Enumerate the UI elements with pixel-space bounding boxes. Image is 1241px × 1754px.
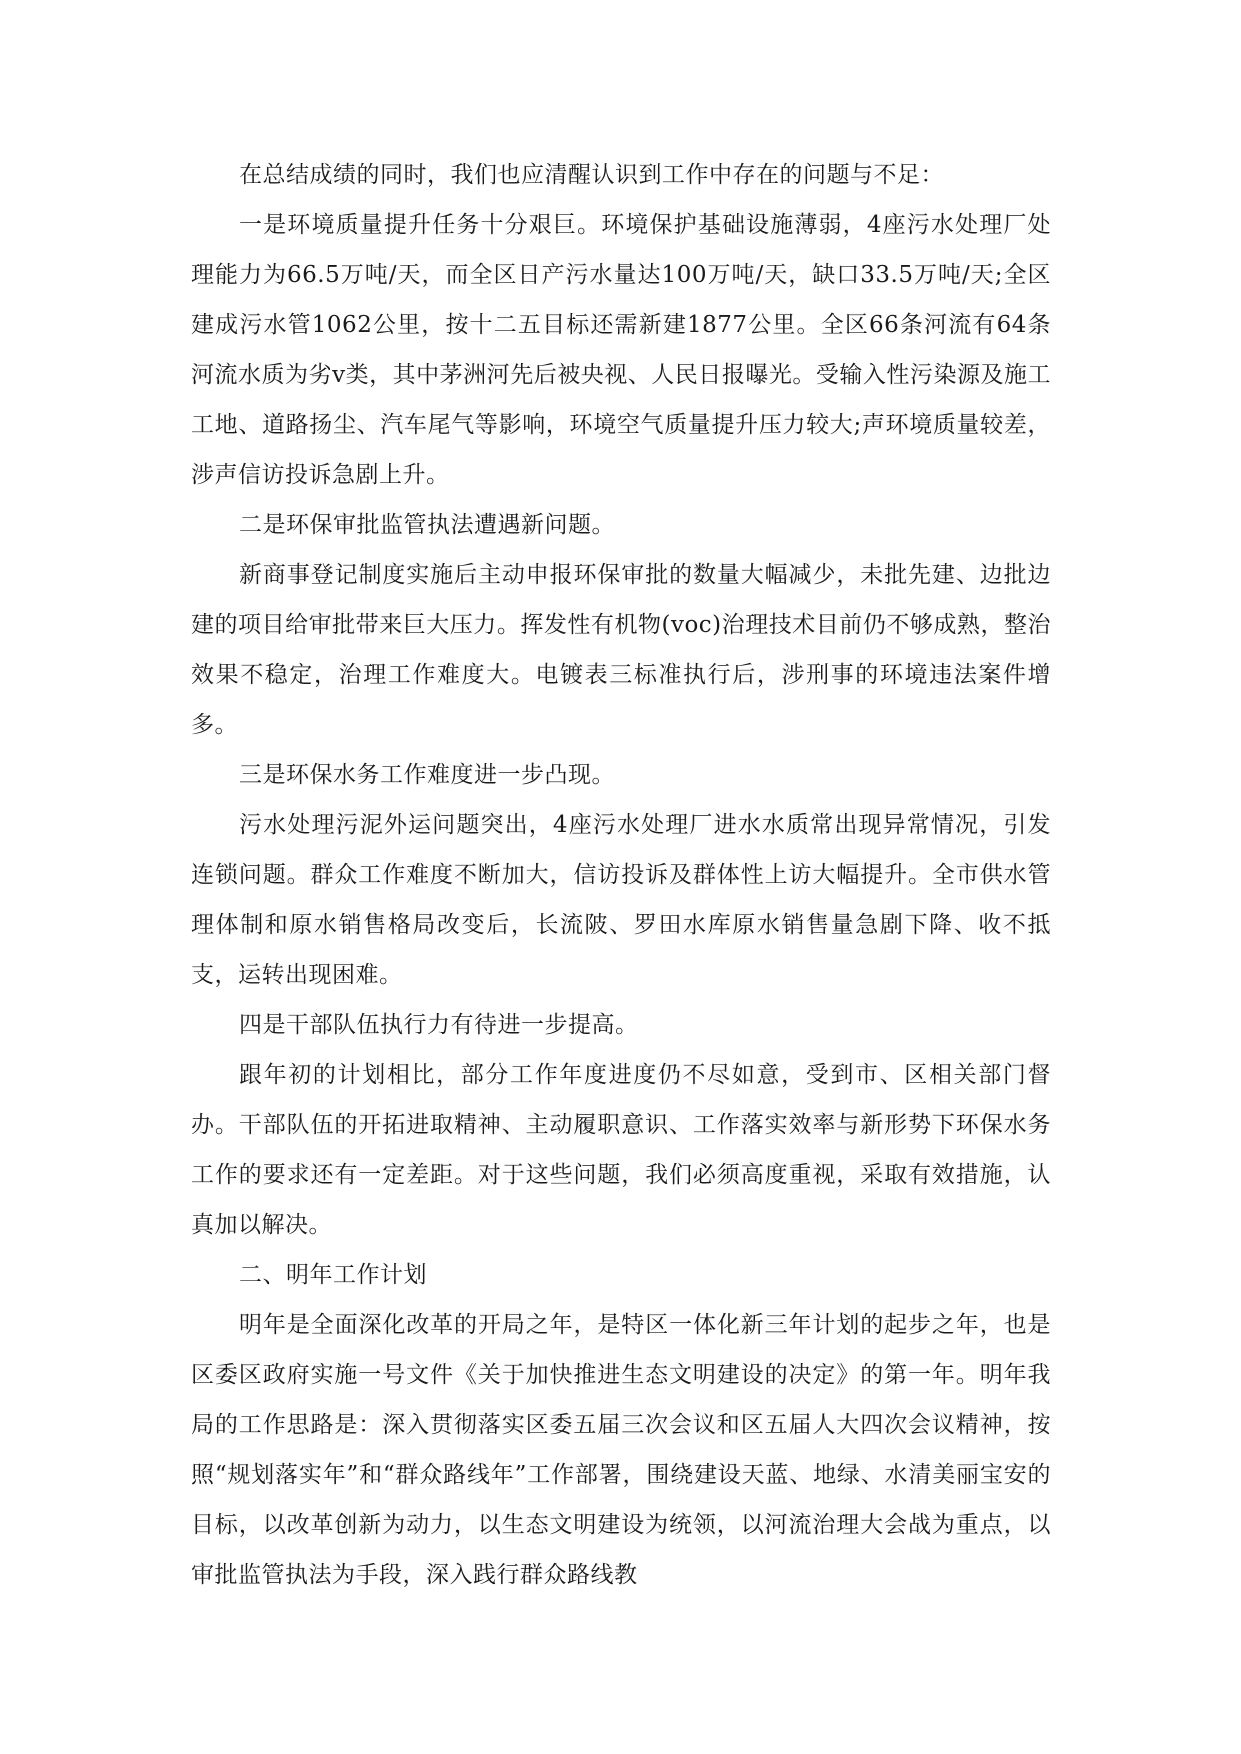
paragraph-heading-issue-2: 二是环保审批监管执法遭遇新问题。	[239, 512, 615, 538]
paragraph-intro: 在总结成绩的同时，我们也应清醒认识到工作中存在的问题与不足：	[239, 162, 944, 188]
paragraph-issue-2: 新商事登记制度实施后主动申报环保审批的数量大幅减少，未批先建、边批边建的项目给审批带来巨大压力。挥发性有机物(voc)治理技术目前仍不够成熟，整治效果不稳定，治理工作难度大。电镀表三标准执行后，涉刑事的环境违法案件增多。	[191, 562, 1051, 738]
paragraph-issue-3: 污水处理污泥外运问题突出，4座污水处理厂进水水质常出现异常情况，引发连锁问题。群众工作难度不断加大，信访投诉及群体性上访大幅提升。全市供水管理体制和原水销售格局改变后，长流陂、罗田水库原水销售量急剧下降、收不抵支，运转出现困难。	[191, 812, 1051, 988]
paragraph-heading-issue-3: 三是环保水务工作难度进一步凸现。	[239, 762, 615, 788]
paragraph-issue-1: 一是环境质量提升任务十分艰巨。环境保护基础设施薄弱，4座污水处理厂处理能力为66.5万吨/天，而全区日产污水量达100万吨/天，缺口33.5万吨/天;全区建成污水管1062公里，按十二五目标还需新建1877公里。全区66条河流有64条河流水质为劣v类，其中茅洲河先后被央视、人民日报曝光。受输入性污染源及施工工地、道路扬尘、汽车尾气等影响，环境空气质量提升压力较大;声环境质量较差，涉声信访投诉急剧上升。	[191, 212, 1051, 488]
section-heading-next-year-plan: 二、明年工作计划	[239, 1262, 427, 1288]
paragraph-issue-4: 跟年初的计划相比，部分工作年度进度仍不尽如意，受到市、区相关部门督办。干部队伍的开拓进取精神、主动履职意识、工作落实效率与新形势下环保水务工作的要求还有一定差距。对于这些问题，我们必须高度重视，采取有效措施，认真加以解决。	[191, 1062, 1051, 1238]
paragraph-next-year-plan: 明年是全面深化改革的开局之年，是特区一体化新三年计划的起步之年，也是区委区政府实施一号文件《关于加快推进生态文明建设的决定》的第一年。明年我局的工作思路是：深入贯彻落实区委五届三次会议和区五届人大四次会议精神，按照“规划落实年”和“群众路线年”工作部署，围绕建设天蓝、地绿、水清美丽宝安的目标，以改革创新为动力，以生态文明建设为统领，以河流治理大会战为重点，以审批监管执法为手段，深入践行群众路线教	[191, 1312, 1051, 1588]
paragraph-heading-issue-4: 四是干部队伍执行力有待进一步提高。	[239, 1012, 639, 1038]
document-body	[191, 150, 1051, 1600]
